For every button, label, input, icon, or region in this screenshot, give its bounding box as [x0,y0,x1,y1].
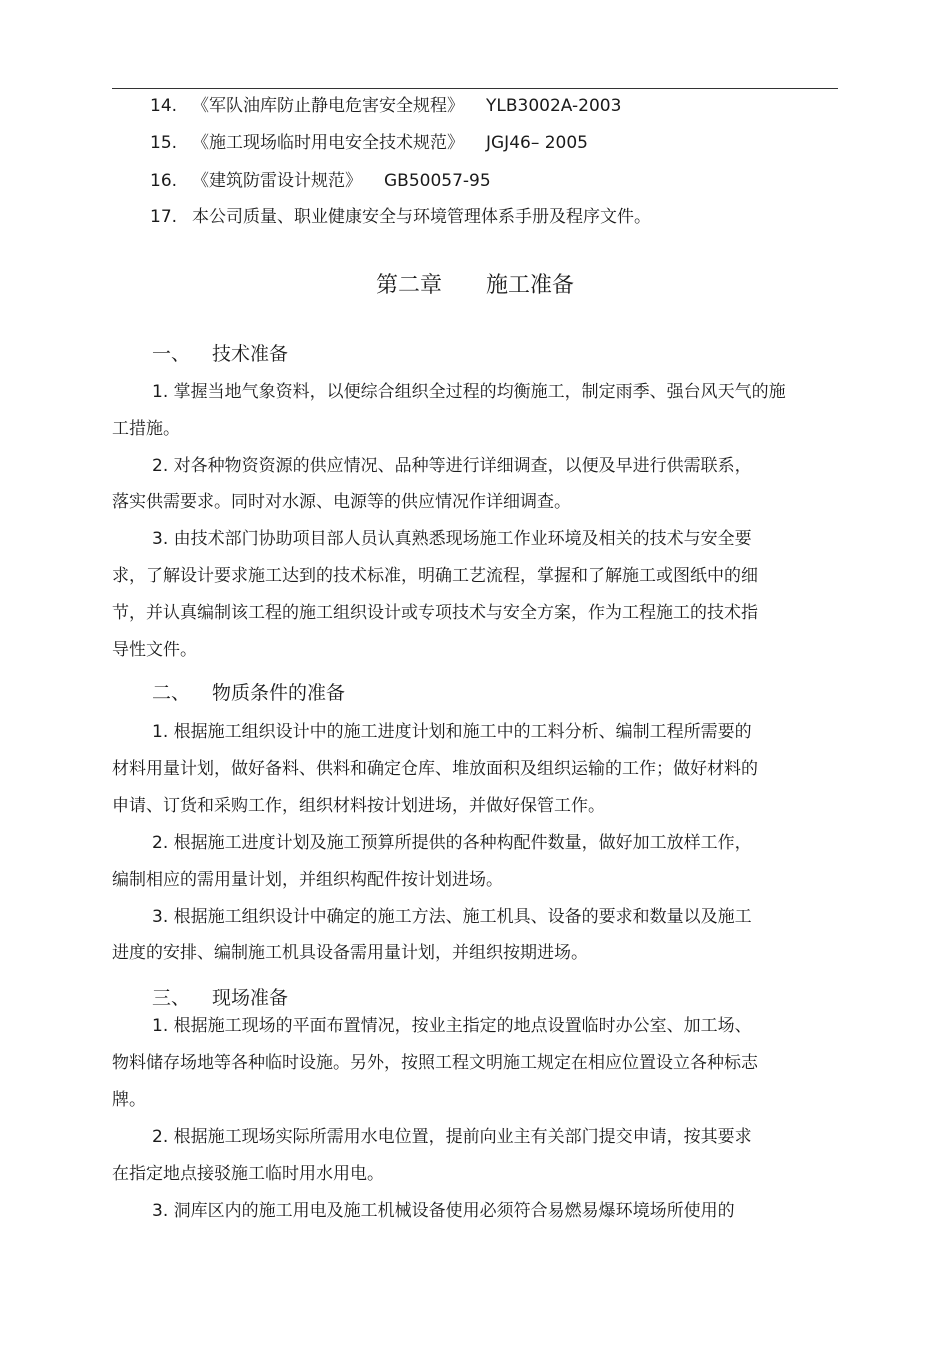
paragraph-line: 申请、订货和采购工作，组织材料按计划进场，并做好保管工作。 [112,796,605,816]
reference-code: JGJ46– 2005 [486,133,588,153]
reference-number: 15. [150,133,178,153]
paragraph-line: 编制相应的需用量计划，并组织构配件按计划进场。 [112,870,503,890]
section-title: 技术准备 [212,343,289,365]
paragraph-line: 1. 掌握当地气象资料，以便综合组织全过程的均衡施工，制定雨季、强台风天气的施 [152,382,786,402]
paragraph-line: 牌。 [112,1090,146,1110]
header-rule [112,88,838,89]
paragraph-line: 材料用量计划，做好备料、供料和确定仓库、堆放面积及组织运输的工作；做好材料的 [112,759,758,779]
paragraph-line: 求，了解设计要求施工达到的技术标准，明确工艺流程，掌握和了解施工或图纸中的细 [112,566,758,586]
reference-number: 16. [150,171,178,191]
section-number: 二、 [152,682,191,704]
paragraph-line: 3. 根据施工组织设计中确定的施工方法、施工机具、设备的要求和数量以及施工 [152,907,752,927]
paragraph-line: 落实供需要求。同时对水源、电源等的供应情况作详细调查。 [112,492,571,512]
reference-item-16 [150,171,491,191]
reference-item-14 [150,96,621,116]
section-number: 一、 [152,343,191,365]
paragraph-line: 进度的安排、编制施工机具设备需用量计划，并组织按期进场。 [112,943,588,963]
reference-item-17 [150,207,651,227]
paragraph-line: 2. 根据施工现场实际所需用水电位置，提前向业主有关部门提交申请，按其要求 [152,1127,752,1147]
section-heading-2 [152,681,345,705]
paragraph-line: 1. 根据施工组织设计中的施工进度计划和施工中的工料分析、编制工程所需要的 [152,722,752,742]
reference-number: 17. [150,207,178,227]
section-title: 物质条件的准备 [212,682,346,704]
paragraph-line: 节，并认真编制该工程的施工组织设计或专项技术与安全方案，作为工程施工的技术指 [112,603,758,623]
section-heading-1 [152,342,288,366]
reference-title: 《军队油库防止静电危害安全规程》 [192,96,464,116]
reference-title: 《建筑防雷设计规范》 [192,171,362,191]
paragraph-line: 2. 对各种物资资源的供应情况、品种等进行详细调查，以便及早进行供需联系， [152,456,752,476]
paragraph-line: 物料储存场地等各种临时设施。另外，按照工程文明施工规定在相应位置设立各种标志 [112,1053,758,1073]
reference-code: YLB3002A-2003 [486,96,622,116]
reference-number: 14. [150,96,178,116]
reference-title: 《施工现场临时用电安全技术规范》 [192,133,464,153]
paragraph-line: 3. 洞库区内的施工用电及施工机械设备使用必须符合易燃易爆环境场所使用的 [152,1201,735,1221]
reference-code: GB50057-95 [384,171,491,191]
paragraph-line: 3. 由技术部门协助项目部人员认真熟悉现场施工作业环境及相关的技术与安全要 [152,529,752,549]
paragraph-line: 1. 根据施工现场的平面布置情况，按业主指定的地点设置临时办公室、加工场、 [152,1016,752,1036]
paragraph-line: 导性文件。 [112,640,197,660]
chapter-title: 第二章 施工准备 [375,273,574,298]
section-title: 现场准备 [212,987,289,1009]
section-heading-3 [152,986,288,1010]
paragraph-line: 在指定地点接驳施工临时用水用电。 [112,1164,384,1184]
section-number: 三、 [152,987,191,1009]
reference-title: 本公司质量、职业健康安全与环境管理体系手册及程序文件。 [192,207,651,227]
paragraph-line: 2. 根据施工进度计划及施工预算所提供的各种构配件数量，做好加工放样工作， [152,833,752,853]
reference-item-15 [150,133,588,153]
paragraph-line: 工措施。 [112,419,180,439]
